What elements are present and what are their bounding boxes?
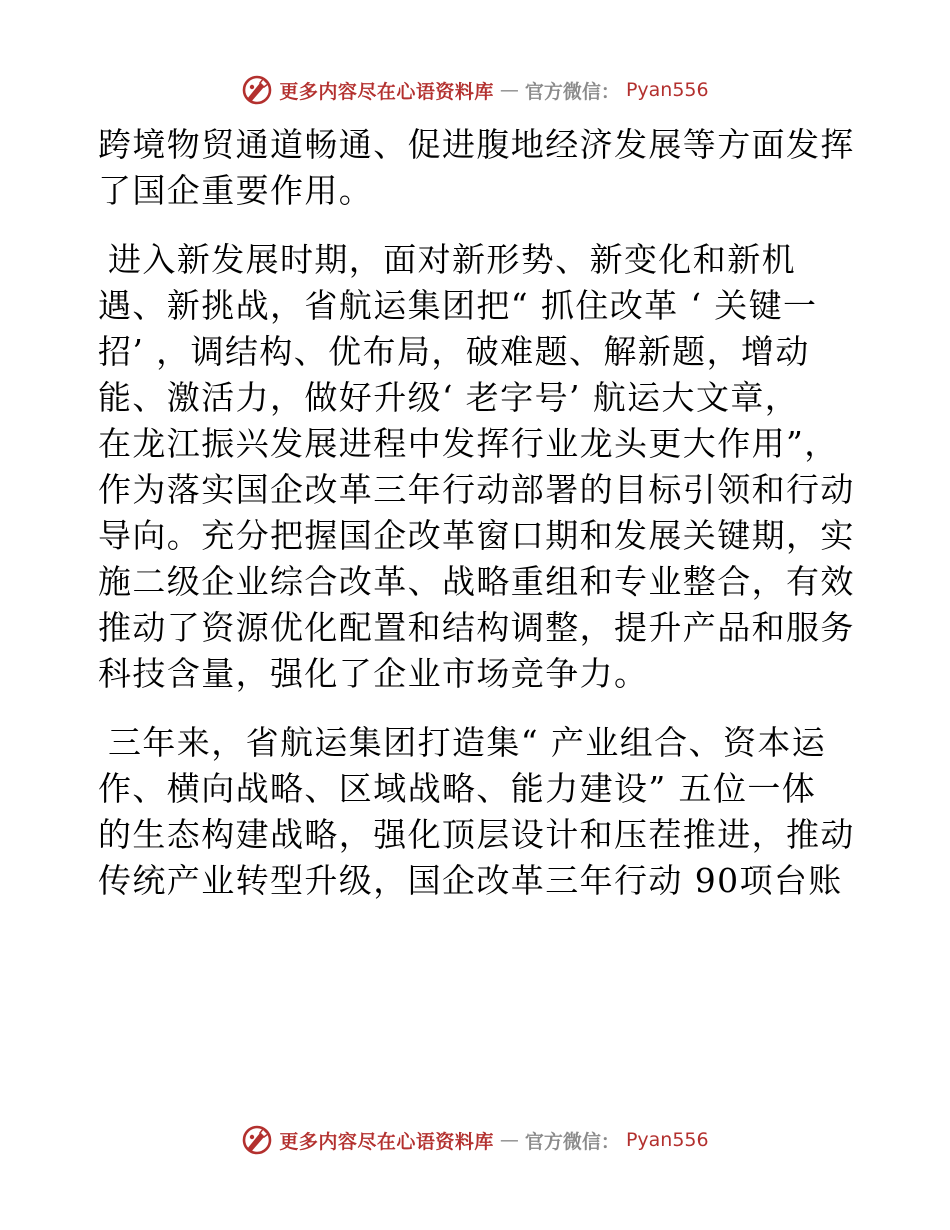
watermark-contact-label: 官方微信： [524,1130,620,1153]
pen-logo-icon [241,74,273,106]
text-line: 传统产业转型升级，国企改革三年行动 90项台账 [98,861,843,900]
text-line: 作、横向战略、区域战略、能力建设” 五位一体 [98,769,817,808]
pen-logo-icon [241,1124,273,1156]
text-line: 招’ ，调结构、优布局，破难题、解新题，增动 [98,332,810,371]
text-line: 了国企重要作用。 [98,171,374,210]
document-body [98,122,858,927]
paragraph-1 [98,122,858,214]
text-line: 作为落实国企改革三年行动部署的目标引领和行动 [98,470,855,509]
text-line: 能、激活力，做好升级‘ 老字号’ 航运大文章， [98,378,800,417]
text-line: 遇、新挑战，省航运集团把“ 抓住改革 ‘ 关键一 [98,286,818,325]
paragraph-2 [98,237,858,697]
text-line: 施二级企业综合改革、战略重组和专业整合，有效 [98,562,855,601]
watermark-separator: — [499,79,519,101]
text-line: 导向。充分把握国企改革窗口期和发展关键期，实 [98,516,855,555]
paragraph-3 [98,720,858,904]
text-line: 科技含量，强化了企业市场竞争力。 [98,654,649,693]
text-line: 进入新发展时期，面对新形势、新变化和新机 [108,240,796,279]
watermark-header [0,72,950,108]
watermark-brand-text: 更多内容尽在心语资料库 [279,80,494,103]
text-line: 三年来，省航运集团打造集“ 产业组合、资本运 [108,723,827,762]
watermark-separator: — [499,1129,519,1151]
text-line: 推动了资源优化配置和结构调整，提升产品和服务 [98,608,855,647]
text-line: 在龙江振兴发展进程中发挥行业龙头更大作用”， [98,424,839,463]
watermark-contact-label: 官方微信： [524,80,620,103]
watermark-footer [0,1122,950,1158]
watermark-brand-text: 更多内容尽在心语资料库 [279,1130,494,1153]
watermark-contact-id: Pyan556 [625,79,709,101]
text-line: 跨境物贸通道畅通、促进腹地经济发展等方面发挥 [98,125,855,164]
text-line: 的生态构建战略，强化顶层设计和压茬推进，推动 [98,815,855,854]
watermark-contact-id: Pyan556 [625,1129,709,1151]
